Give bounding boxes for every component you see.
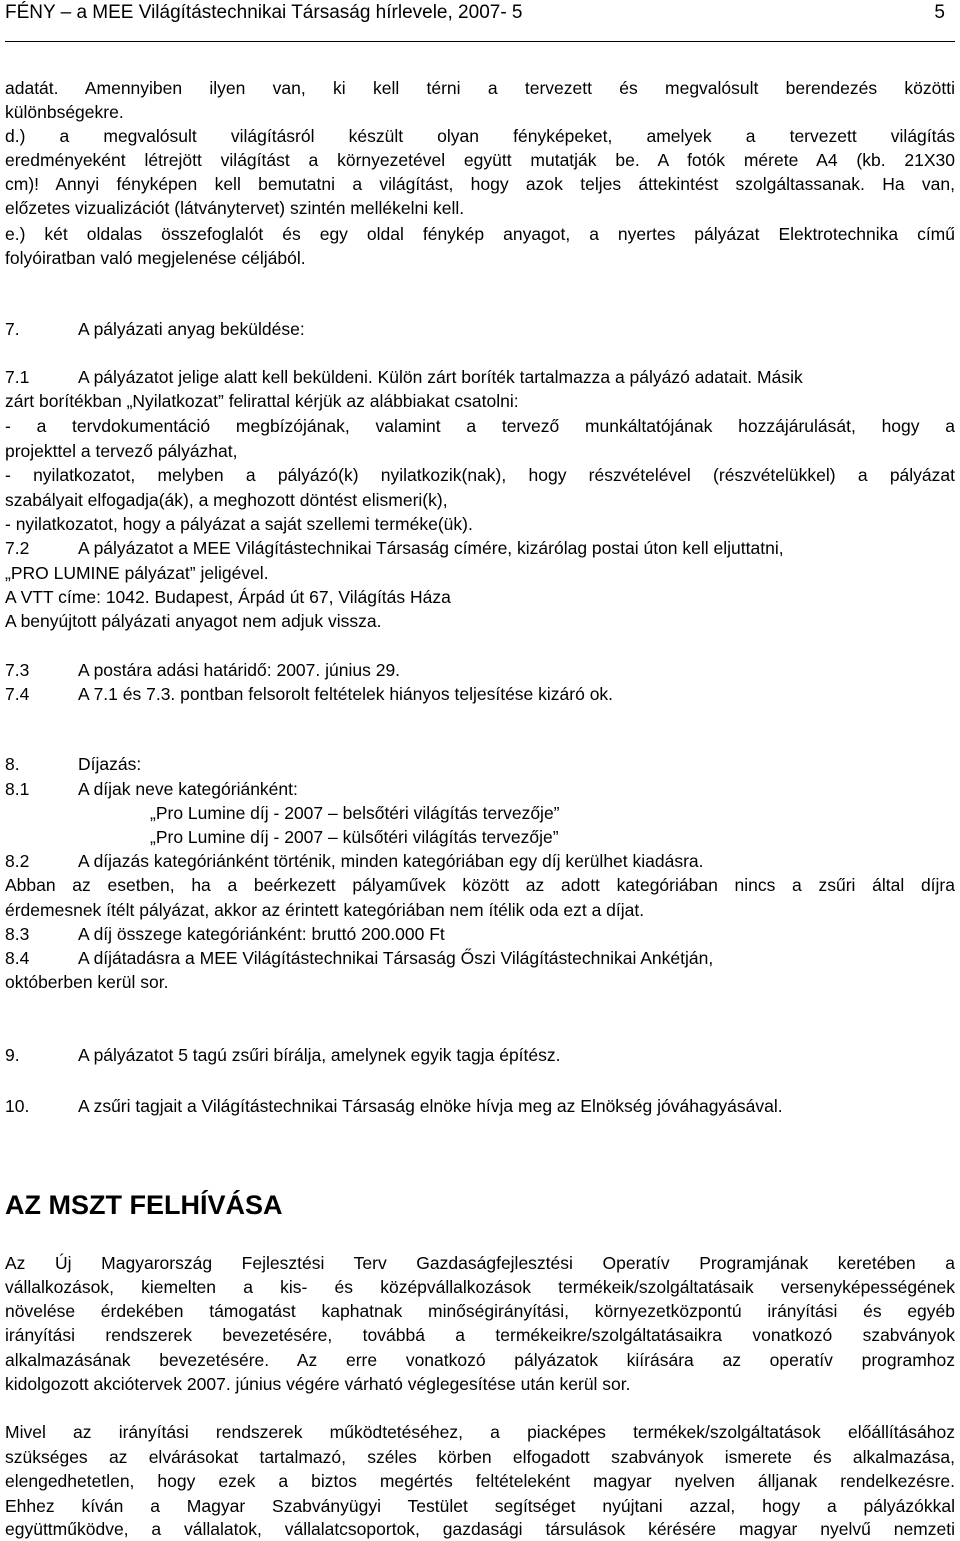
section-number: 7. <box>5 319 20 339</box>
section-7-1-line: szabályait elfogadja(ák), a meghozott döntést elismeri(k), <box>5 490 448 510</box>
section-number: 8. <box>5 754 20 774</box>
section-text: A pályázatot a MEE Világítástechnikai Társaság címére, kizárólag postai úton kell eljuttatni, <box>78 538 784 558</box>
mszt-paragraph-2-line: szükséges az elvárásokat tartalmazó, széles körben elfogadott szabványok ismerete és alkalmazása, <box>5 1447 955 1467</box>
section-7-1-line: zárt borítékban „Nyilatkozat” felirattal kérjük az alábbiakat csatolni: <box>5 391 519 411</box>
section-number: 8.1 <box>5 779 30 799</box>
mszt-paragraph-2-line: Mivel az irányítási rendszerek működtetéséhez, a piacképes termékek/szolgáltatások előállításához <box>5 1422 955 1442</box>
section-7-1-line: projekttel a tervező pályázhat, <box>5 441 238 461</box>
section-8-4-line: októberben kerül sor. <box>5 972 169 992</box>
prize-text: „Pro Lumine díj - 2007 – külsőtéri világítás tervezője” <box>150 827 559 847</box>
section-text: A pályázatot 5 tagú zsűri bírálja, amelynek egyik tagja építész. <box>78 1045 561 1065</box>
section-text: A díj összege kategóriánként: bruttó 200.000 Ft <box>78 924 445 944</box>
section-text: A díjátadásra a MEE Világítástechnikai Társaság Őszi Világítástechnikai Ankétján, <box>78 948 714 968</box>
paragraph-d-line: d.) a megvalósult világításról készült olyan fényképeket, amelyek a tervezett világítás <box>5 126 955 146</box>
section-text: A díjak neve kategóriánként: <box>78 779 298 799</box>
section-number: 10. <box>5 1096 30 1116</box>
section-7-2-line: A benyújtott pályázati anyagot nem adjuk vissza. <box>5 611 382 631</box>
section-text: A postára adási határidő: 2007. június 29. <box>78 660 401 680</box>
paragraph-c-line: különbségekre. <box>5 102 124 122</box>
section-7-1-line: - nyilatkozatot, hogy a pályázat a saját szellemi terméke(ük). <box>5 514 473 534</box>
section-7-1-line: - nyilatkozatot, melyben a pályázó(k) nyilatkozik(nak), hogy részvételével (részvételükkel) a pályázat <box>5 465 955 485</box>
section-text: A pályázatot jelige alatt kell beküldeni. Külön zárt boríték tartalmazza a pályázó adatait. Másik <box>78 367 803 387</box>
section-number: 7.1 <box>5 367 30 387</box>
paragraph-d-line: cm)! Annyi fényképen kell bemutatni a világítást, hogy azok teljes áttekintést szolgáltassanak. Ha van, <box>5 174 955 194</box>
paragraph-e-line: folyóiratban való megjelenése céljából. <box>5 248 306 268</box>
page-number: 5 <box>934 2 945 23</box>
section-number: 8.4 <box>5 948 30 968</box>
section-number: 7.4 <box>5 684 30 704</box>
mszt-paragraph-1-line: vállalkozások, kiemelten a kis- és középvállalkozások termékeik/szolgáltatásaik versenyképességének <box>5 1277 955 1297</box>
mszt-paragraph-1-line: növelése érdekében támogatást kaphatnak minőségirányítási, környezetközpontú irányítási és egyéb <box>5 1301 955 1321</box>
section-number: 8.3 <box>5 924 30 944</box>
mszt-paragraph-1-line: irányítási rendszerek bevezetésére, továbbá a termékeikre/szolgáltatásaikra vonatkozó szabványok <box>5 1325 955 1345</box>
header-divider <box>5 41 955 42</box>
section-number: 8.2 <box>5 851 30 871</box>
paragraph-c-line: adatát. Amennyiben ilyen van, ki kell térni a tervezett és megvalósult berendezés közötti <box>5 78 955 98</box>
section-7-1-line: - a tervdokumentáció megbízójának, valamint a tervező munkáltatójának hozzájárulását, hogy a <box>5 416 955 436</box>
section-text: A 7.1 és 7.3. pontban felsorolt feltételek hiányos teljesítése kizáró ok. <box>78 684 614 704</box>
mszt-paragraph-1-line: alkalmazásának bevezetésére. Az erre vonatkozó pályázatok kiírására az operatív programhoz <box>5 1350 955 1370</box>
mszt-heading: AZ MSZT FELHÍVÁSA <box>5 1190 283 1220</box>
section-title: A pályázati anyag beküldése: <box>78 319 305 339</box>
section-number: 9. <box>5 1045 20 1065</box>
section-number: 7.2 <box>5 538 30 558</box>
section-7-2-line: A VTT címe: 1042. Budapest, Árpád út 67, Világítás Háza <box>5 587 451 607</box>
section-title: Díjazás: <box>78 754 142 774</box>
paragraph-d-line: eredményeként létrejött világítást a környezetével együtt mutatják be. A fotók mérete A4 (kb. 21X30 <box>5 150 955 170</box>
mszt-paragraph-2-line: elengedhetetlen, hogy ezek a biztos megértés feltételeként magyar nyelven álljanak rendelkezésre. <box>5 1471 955 1491</box>
paragraph-d-line: előzetes vizualizációt (látványtervet) szintén mellékelni kell. <box>5 198 465 218</box>
page-header <box>5 2 955 30</box>
section-text: A díjazás kategóriánként történik, minden kategóriában egy díj kerülhet kiadásra. <box>78 851 704 871</box>
mszt-paragraph-1-line: Az Új Magyarország Fejlesztési Terv Gazdaságfejlesztési Operatív Programjának keretében a <box>5 1253 955 1273</box>
section-7-2-line: „PRO LUMINE pályázat” jeligével. <box>5 563 269 583</box>
mszt-paragraph-2-line: együttműködve, a vállalatok, vállalatcsoportok, gazdasági társulások kérésére magyar nyelvű nemzeti <box>5 1519 955 1539</box>
paragraph-e-line: e.) két oldalas összefoglalót és egy oldal fénykép anyagot, a nyertes pályázat Elektrotechnika című <box>5 224 955 244</box>
section-text: A zsűri tagjait a Világítástechnikai Társaság elnöke hívja meg az Elnökség jóváhagyásával. <box>78 1096 783 1116</box>
mszt-paragraph-2-line: Ehhez kíván a Magyar Szabványügyi Testület segítséget nyújtani azzal, hogy a pályázókkal <box>5 1496 955 1516</box>
section-8-2-line: Abban az esetben, ha a beérkezett pályaművek között az adott kategóriában nincs a zsűri által díjra <box>5 875 955 895</box>
section-number: 7.3 <box>5 660 30 680</box>
mszt-paragraph-1-line: kidolgozott akciótervek 2007. június végére várható véglegesítése után kerül sor. <box>5 1374 631 1394</box>
section-8-2-line: érdemesnek ítélt pályázat, akkor az érintett kategóriában nem ítélik oda ezt a díjat. <box>5 900 645 920</box>
newsletter-title: FÉNY – a MEE Világítástechnikai Társaság hírlevele, 2007- 5 <box>5 2 523 23</box>
prize-text: „Pro Lumine díj - 2007 – belsőtéri világítás tervezője” <box>150 803 560 823</box>
